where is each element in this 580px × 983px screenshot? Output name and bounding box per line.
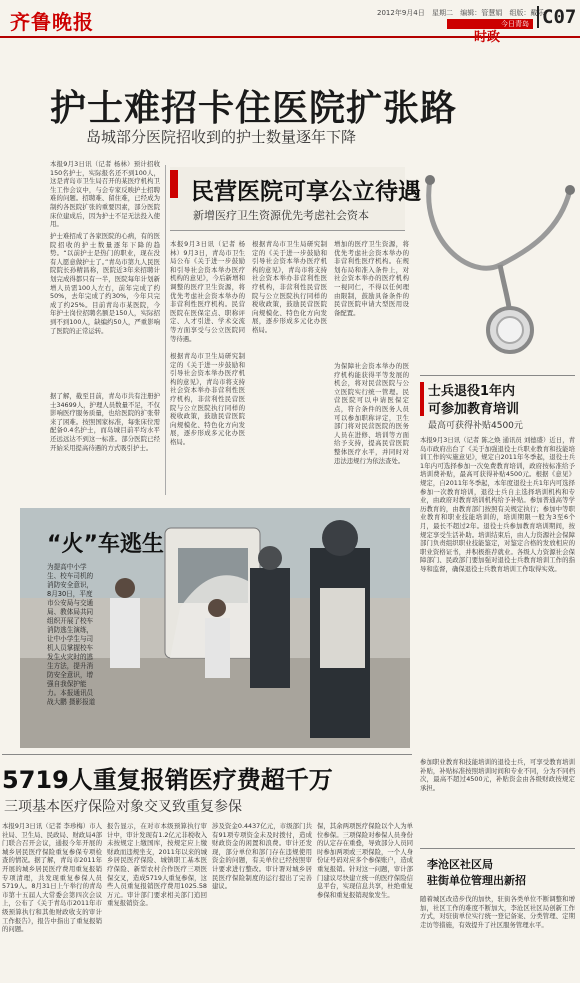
soldier-headline-line1: 士兵退役1年内 <box>428 384 516 399</box>
fraud-body-3: 涉及资金0.4437亿元，市级部门共有91项专项资金未及时拨付，造成财政资金的闲置和浪费。审计还发现，部分单位和部门存在违规使用资金的问题，有关单位已经按照审计要求进行整改。审计署对城乡居民医疗保险制度的运行提出了完善建议。 <box>212 822 312 891</box>
fire-drill-headline: “火”车逃生 <box>47 532 164 557</box>
licang-headline-line1: 李沧区社区局 <box>427 858 493 871</box>
soldier-subheadline: 最高可获得补贴4500元 <box>428 421 523 431</box>
stethoscope-icon <box>410 170 580 360</box>
private-hospital-body-2: 根据青岛市卫生局研究制定的《关于进一步鼓励和引导社会资本举办医疗机构的意见》，青岛市将支持社会资本举办非营利性医疗机构，非营利性民营医院与公立医院执行同样的税收政策，鼓励民营医院向规模化、特色化方向发展，逐步形成多元化办医格局。 <box>170 352 245 446</box>
section-name: 时政 <box>474 30 501 45</box>
soldier-headline <box>428 383 519 419</box>
masthead <box>0 0 580 45</box>
today-qingdao-bar: 今日青岛 <box>447 19 533 29</box>
fraud-body-4: 保，其余两项医疗保险以个人为单位参保。三项保险对参保人员身份的认定存在重叠，导致部分人员同时参加两项或三项保险，一个人身份证号码对应多个参保账户，造成重复报销。针对这一问题，审计部门建议尽快建立统一的医疗保险信息平台，实现信息共享，杜绝重复参保和重复报销现象发生。 <box>317 822 413 899</box>
lead-subheadline: 岛城部分医院招收到的护士数量逐年下降 <box>86 128 357 146</box>
accent-bar <box>170 170 178 198</box>
fraud-body-2: 报告显示，在对市本级预算执行审计中，审计发现有1.2亿元非税收入未按规定上缴国库，按规定应上缴财政而违规坐支，2011年以来的城乡居民医疗保险、城镇职工基本医疗保险、新型农村合作医疗三项医保交叉，造成5719人重复参保，这些人员重复报销医疗费用1025.58万元。审计部门要求相关部门追回重复报销资金。 <box>107 822 207 908</box>
issue-date: 2012年9月4日 <box>377 9 425 17</box>
column-rule <box>165 165 166 495</box>
section-rule <box>420 848 575 849</box>
private-hospital-body-4: 增加的医疗卫生资源，将优先考虑社会资本举办的非营利性医疗机构。在规划布局和准入条件上，对社会资本举办的医疗机构一视同仁，不得以任何理由限制，鼓励具备条件的民营医院申请大型医用设备配置。 <box>334 240 409 317</box>
fraud-subheadline: 三项基本医疗保险对象交叉致重复参保 <box>4 799 242 815</box>
masthead-meta <box>377 8 549 18</box>
editor-credit: 编辑：管慧娟 <box>460 9 503 17</box>
page-number: C07 <box>537 6 576 28</box>
section-rule <box>420 375 575 376</box>
section-rule <box>2 754 412 755</box>
designer-credit: 组版：戴乐 <box>509 9 545 17</box>
licang-headline <box>427 857 526 889</box>
accent-bar <box>420 382 424 416</box>
lead-body-3: 据了解，截至目前，青岛市共有注册护士34699人，护理人员数量不足，不仅影响医疗服务质量，也给医院的扩张带来了困难。按照国家标准，每张床位需配备0.4名护士，而岛城目前平均水平还远远达不到这一标准。部分医院已经开始采用提高待遇的方式吸引护士。 <box>50 392 160 452</box>
private-hospital-body-3: 根据青岛市卫生局研究制定的《关于进一步鼓励和引导社会资本举办医疗机构的意见》，青岛市将支持社会资本举办非营利性医疗机构，非营利性民营医院与公立医院执行同样的税收政策，鼓励民营医院向规模化、特色化方向发展，逐步形成多元化办医格局。 <box>252 240 327 334</box>
newspaper-logo: 齐鲁晚报 <box>10 10 94 34</box>
issue-weekday: 星期二 <box>431 9 453 17</box>
soldier-headline-line2: 可参加教育培训 <box>428 402 520 417</box>
private-hospital-body-5: 为保障社会资本举办的医疗机构能获得平等发展的机会，将对民营医院与公立医院实行统一管理。民营医院可以申请医保定点，符合条件的医务人员可以参加职称评定，卫生部门将对民营医院的医务人员在进修、培训等方面给予支持，提高民营医院整体医疗水平，并同时对违法违规行为依法查处。 <box>334 362 409 465</box>
fraud-body-1: 本报9月3日讯（记者 李珍梅）市人社局、卫生局、民政局、财政局4部门联合召开会议，通报今年开展的城乡居民医疗保险重复参保专项检查的情况。据了解，青岛市2011年开展的城乡居民医疗费用重复报销专项清理，共发现重复参保人员5719人。8月31日上午举行的青岛市第十五届人大常委会第四次会议上，公布了《关于青岛市2011年市级预算执行和其他财政收支的审计工作报告》，报告中指出了重复报销的问题。 <box>2 822 102 934</box>
fraud-headline: 5719人重复报销医疗费超千万 <box>2 766 333 794</box>
lead-body-2: 护士难招成了各家医院的心病，有的医院招收的护士数量逐年下降的趋势。“以前护士是热门的职业，现在没有人愿意做护士了。”青岛市第九人民医院院长孙精昌称，医院近3年来招聘计划完成得都只有一半，医院每年计划新增人员需100人左右，前年完成了约50%，去年完成了约30%，今年只完成了约25%。目前青岛市某医院，今年护士岗位招聘名额是150人，实际招到不到100人，缺编约50人，严重影响了医院的正常运转。 <box>50 232 160 335</box>
soldier-body-2: 参加职业教育和技能培训的退役士兵，可享受教育培训补贴，补贴标准按照培训时间和专业不同，分为不同档次，最高不超过4500元，补贴资金由各级财政按规定承担。 <box>420 758 575 792</box>
private-hospital-body-1: 本报9月3日讯（记者 杨林）9月3日，青岛市卫生局公布《关于进一步鼓励和引导社会资本举办医疗机构的意见》，今后新增和调整的医疗卫生资源，将优先考虑社会资本举办的非营利性医疗机构。民营医院在医保定点、职称评定、人才引进、学术交流等方面享受与公立医院同等待遇。 <box>170 240 245 343</box>
licang-body: 随着城区改造步伐的加快，驻街各类单位不断调整和增加，社区工作的难度不断加大，李沧区社区局创新工作方式，对驻街单位实行统一登记备案、分类管理、定期走访等措施，有效提升了社区服务管理水平。 <box>420 895 575 929</box>
private-hospital-subheadline: 新增医疗卫生资源优先考虑社会资本 <box>193 209 369 222</box>
lead-headline: 护士难招卡住医院扩张路 <box>50 88 458 129</box>
fire-drill-caption: 为提高中小学生、校车司机的消防安全意识，8月30日，平度市公安局与交通局、教体局共同组织开展了校车消防逃生演练，让中小学生与司机人员掌握校车发生火灾时的逃生方法，提升消防安全意识，增强自我保护能力。本报通讯员 战大鹏 摄影报道 <box>47 563 96 706</box>
soldier-body: 本报9月3日讯（记者 陈之焕 通讯员 刘德盛）近日，青岛市政府出台了《关于加强退役士兵职业教育和技能培训工作的实施意见》，规定自2011年冬季起，退役士兵1年内可选择参加一次免费教育培训，政府按标准给予培训费补贴，最高可获得补贴4500元。根据《意见》规定，自2011年冬季起，本年度退役士兵1年内可选择参加一次教育培训，退役士兵自主选择培训机构和专业，由政府对教育培训机构给予补贴。参加普通高等学历教育的，由教育部门按照有关规定执行；参加中等职业教育和职业技能培训的，培训期限一般为3至6个月，最长不超过2年。退役士兵参加教育培训期间，按规定享受生活补助。培训结束后，由人力资源社会保障部门负责组织职业技能鉴定，对鉴定合格的发放相应的职业资格证书，并积极推荐就业。各级人力资源社会保障部门、民政部门要加强对退役士兵教育培训工作的指导和监督，确保退役士兵教育培训工作取得实效。 <box>420 436 575 573</box>
licang-headline-line2: 驻街单位管理出新招 <box>427 874 526 887</box>
lead-body-1: 本报9月3日讯（记者 杨林）预计招收150名护士，实际报名还不到100人，这是青岛市卫生局召开的某医疗机构卫生工作会议中，与会专家反映护士招聘难的问题。招聘难、留住难，已经成为制约各医院扩张的重要因素，部分医院床位建成后，因为护士不足无法投入使用。 <box>50 160 160 229</box>
private-hospital-headline: 民营医院可享公立待遇 <box>191 179 421 205</box>
